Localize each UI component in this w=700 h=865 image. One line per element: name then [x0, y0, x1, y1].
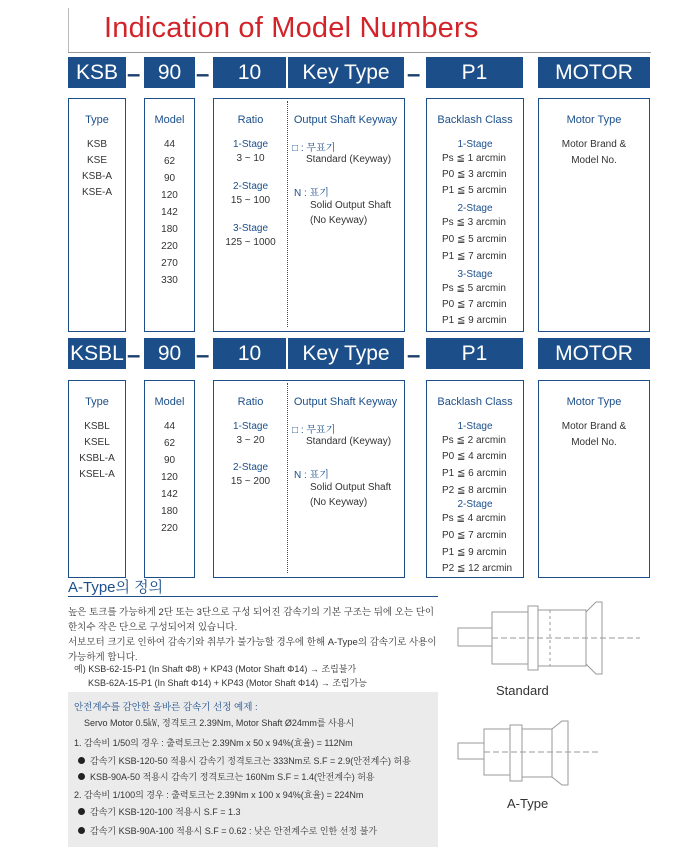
divider	[287, 101, 288, 327]
column-title: Ratio	[237, 396, 264, 408]
backlash-item: P0 ≦ 7 arcmin	[442, 299, 507, 310]
atype-example-line: 예) KSB-62-15-P1 (In Shaft Φ8) + KP43 (Motor Shaft Φ14) → 조립불가	[74, 664, 357, 674]
motor-column	[538, 380, 650, 578]
ratio-range: 15 ~ 100	[230, 195, 271, 206]
model-item: 120	[161, 190, 178, 201]
backlash-column	[426, 98, 524, 332]
model-column	[144, 98, 195, 332]
backlash-stage: 2-Stage	[457, 203, 493, 214]
header-model: 90	[144, 338, 195, 369]
column-title: Type	[85, 396, 109, 408]
model-item: 180	[161, 224, 178, 235]
ratio-stage: 1-Stage	[232, 421, 269, 432]
note-bullet-line	[78, 754, 411, 767]
model-column	[144, 380, 195, 578]
ratio-range: 125 ~ 1000	[225, 237, 276, 248]
column-title: Output Shaft Keyway	[293, 396, 398, 408]
dash: –	[127, 61, 141, 88]
note-bullet-line	[78, 824, 377, 837]
ratio-keyway-column	[213, 380, 405, 578]
keyway-option-desc: Solid Output Shaft	[310, 482, 392, 493]
motor-column	[538, 98, 650, 332]
type-column	[68, 98, 126, 332]
ratio-range: 3 ~ 10	[236, 153, 265, 164]
type-item: KSE	[86, 155, 107, 166]
type-item: KSB-A	[81, 171, 112, 182]
backlash-item: P1 ≦ 9 arcmin	[442, 547, 507, 558]
backlash-stage: 2-Stage	[457, 499, 493, 510]
bullet-icon	[78, 808, 85, 815]
header-keytype: Key Type	[288, 57, 404, 88]
header-type: KSBL	[68, 338, 126, 369]
model-item: 330	[161, 275, 178, 286]
title-underline	[68, 52, 651, 53]
keyway-option-desc: (No Keyway)	[310, 215, 368, 226]
backlash-item: P0 ≦ 7 arcmin	[442, 530, 507, 541]
divider	[287, 383, 288, 573]
column-title: Backlash Class	[437, 114, 513, 126]
backlash-item: P2 ≦ 12 arcmin	[442, 563, 513, 574]
motor-text: Model No.	[571, 155, 617, 166]
backlash-item: P0 ≦ 5 arcmin	[442, 234, 507, 245]
ratio-range: 15 ~ 200	[230, 476, 271, 487]
page-title: Indication of Model Numbers	[104, 12, 479, 44]
section-rule	[68, 596, 438, 597]
header-ratio: 10	[213, 57, 286, 88]
motor-text: Motor Brand &	[561, 421, 627, 432]
model-item: 62	[163, 438, 176, 449]
ratio-stage: 2-Stage	[232, 462, 269, 473]
column-title: Output Shaft Keyway	[293, 114, 398, 126]
column-title: Ratio	[237, 114, 264, 126]
backlash-item: P1 ≦ 7 arcmin	[442, 251, 507, 262]
type-column	[68, 380, 126, 578]
model-item: 142	[161, 207, 178, 218]
header-backlash: P1	[426, 338, 523, 369]
column-title: Model	[154, 114, 185, 126]
column-title: Type	[85, 114, 109, 126]
note-line: Servo Motor 0.5㎾, 정격토크 2.39Nm, Motor Shaft Ø24mm를 사용시	[84, 718, 355, 728]
column-title: Backlash Class	[437, 396, 513, 408]
model-item: 220	[161, 241, 178, 252]
model-item: 120	[161, 472, 178, 483]
model-item: 62	[163, 156, 176, 167]
backlash-item: P1 ≦ 5 arcmin	[442, 185, 507, 196]
model-item: 180	[161, 506, 178, 517]
keyway-option-desc: Standard (Keyway)	[306, 154, 392, 165]
atype-paragraph-line: 가능하게 합니다.	[68, 652, 138, 663]
header-backlash: P1	[426, 57, 523, 88]
bullet-icon	[78, 827, 85, 834]
backlash-item: Ps ≦ 4 arcmin	[442, 513, 506, 524]
ratio-range: 3 ~ 20	[236, 435, 265, 446]
ratio-stage: 2-Stage	[232, 181, 269, 192]
dash: –	[127, 342, 141, 369]
backlash-stage: 1-Stage	[457, 139, 493, 150]
note-bullet-text: 감속기 KSB-90A-100 적용시 S.F = 0.62 : 낮은 안전계수로 인한 선정 불가	[90, 826, 377, 836]
ratio-stage: 3-Stage	[232, 223, 269, 234]
keyway-option-code: N : 표기	[294, 470, 329, 481]
atype-paragraph-line: 한치수 작은 단으로 구성되어져 있습니다.	[68, 622, 238, 633]
bullet-icon	[78, 773, 85, 780]
backlash-stage: 1-Stage	[457, 421, 493, 432]
model-item: 44	[163, 139, 176, 150]
column-title: Motor Type	[566, 396, 622, 408]
backlash-item: P2 ≦ 8 arcmin	[442, 485, 507, 496]
note-bullet-line	[78, 805, 240, 818]
header-keytype: Key Type	[288, 338, 404, 369]
note-case: 1. 감속비 1/50의 경우 : 출력토크는 2.39Nm x 50 x 94%(효율) = 112Nm	[74, 738, 353, 748]
type-item: KSE-A	[81, 187, 112, 198]
header-ratio: 10	[213, 338, 286, 369]
note-title: 안전계수를 감안한 올바른 감속기 선정 예제 :	[74, 702, 258, 713]
atype-label: A-Type	[507, 796, 549, 811]
type-item: KSEL-A	[79, 469, 115, 480]
keyway-option-desc: Standard (Keyway)	[306, 436, 392, 447]
note-case: 2. 감속비 1/100의 경우 : 출력토크는 2.39Nm x 100 x 94%(효율) = 224Nm	[74, 790, 364, 800]
note-bullet-text: 감속기 KSB-120-50 적용시 감속기 정격토크는 333Nm로 S.F = 2.9(안전계수) 허용	[90, 756, 411, 766]
type-item: KSB	[86, 139, 107, 150]
note-bullet-text: KSB-90A-50 적용시 감속기 정격토크는 160Nm S.F = 1.4(안전계수) 허용	[90, 772, 375, 782]
atype-gearbox-drawing	[450, 715, 650, 795]
backlash-item: P0 ≦ 3 arcmin	[442, 169, 507, 180]
ratio-stage: 1-Stage	[232, 139, 269, 150]
backlash-item: Ps ≦ 3 arcmin	[442, 217, 506, 228]
backlash-item: Ps ≦ 1 arcmin	[442, 153, 506, 164]
column-title: Motor Type	[566, 114, 622, 126]
keyway-option-code: N : 표기	[294, 188, 329, 199]
header-motor: MOTOR	[538, 57, 650, 88]
selection-example-box	[68, 692, 438, 847]
bullet-icon	[78, 757, 85, 764]
keyway-option-code: □ : 무표기	[292, 143, 336, 154]
dash: –	[196, 342, 210, 369]
motor-text: Model No.	[571, 437, 617, 448]
standard-gearbox-drawing	[450, 590, 650, 690]
header-motor: MOTOR	[538, 338, 650, 369]
atype-example-line: KSB-62A-15-P1 (In Shaft Φ14) + KP43 (Motor Shaft Φ14) → 조립가능	[88, 678, 367, 688]
model-item: 90	[163, 455, 176, 466]
dash: –	[407, 342, 421, 369]
atype-section-title: A-Type의 정의	[68, 579, 164, 596]
atype-paragraph-line: 높은 토크를 가능하게 2단 또는 3단으로 구성 되어진 감속기의 기본 구조는 뒤에 오는 단이	[68, 607, 435, 618]
header-model: 90	[144, 57, 195, 88]
note-bullet-line	[78, 770, 375, 783]
note-bullet-text: 감속기 KSB-120-100 적용시 S.F = 1.3	[90, 807, 241, 817]
backlash-item: P1 ≦ 9 arcmin	[442, 315, 507, 326]
model-item: 220	[161, 523, 178, 534]
type-item: KSEL	[84, 437, 110, 448]
header-type: KSB	[68, 57, 126, 88]
column-title: Model	[154, 396, 185, 408]
atype-paragraph-line: 서보모터 크기로 인하여 감속기와 취부가 불가능할 경우에 한해 A-Type의 감속기로 사용이	[68, 637, 437, 648]
ratio-keyway-column	[213, 98, 405, 332]
model-item: 270	[161, 258, 178, 269]
backlash-item: P1 ≦ 6 arcmin	[442, 468, 507, 479]
motor-text: Motor Brand &	[561, 139, 627, 150]
dash: –	[196, 61, 210, 88]
keyway-option-desc: Solid Output Shaft	[310, 200, 392, 211]
backlash-item: P0 ≦ 4 arcmin	[442, 451, 507, 462]
model-item: 142	[161, 489, 178, 500]
backlash-stage: 3-Stage	[457, 269, 493, 280]
keyway-option-desc: (No Keyway)	[310, 497, 368, 508]
title-accent-line	[68, 8, 69, 53]
keyway-option-code: □ : 무표기	[292, 425, 336, 436]
model-item: 90	[163, 173, 176, 184]
type-item: KSBL	[84, 421, 110, 432]
model-item: 44	[163, 421, 176, 432]
backlash-item: Ps ≦ 2 arcmin	[442, 435, 506, 446]
standard-label: Standard	[496, 683, 549, 698]
backlash-column	[426, 380, 524, 578]
dash: –	[407, 61, 421, 88]
type-item: KSBL-A	[79, 453, 115, 464]
backlash-item: Ps ≦ 5 arcmin	[442, 283, 506, 294]
